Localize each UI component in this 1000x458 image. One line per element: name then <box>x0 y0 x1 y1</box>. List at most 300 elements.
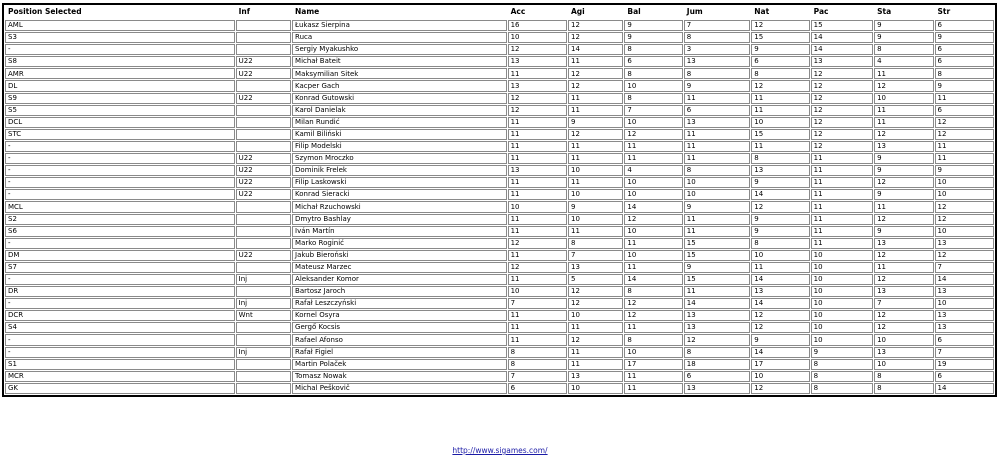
sta-cell: 13 <box>874 286 933 297</box>
sta-cell: 12 <box>874 274 933 285</box>
acc-cell: 8 <box>508 347 567 358</box>
name-cell: Jakub Bieroński <box>292 250 507 261</box>
table-row[interactable] <box>5 322 994 333</box>
jum-cell: 11 <box>684 286 750 297</box>
jum-cell: 6 <box>684 105 750 116</box>
agi-cell: 11 <box>568 177 623 188</box>
position-cell: S2 <box>5 214 235 225</box>
str-cell: 13 <box>935 238 994 249</box>
sta-cell: 9 <box>874 226 933 237</box>
inf-cell <box>236 371 291 382</box>
name-cell: Kamil Biliński <box>292 129 507 140</box>
inf-cell: U22 <box>236 56 291 67</box>
str-cell: 9 <box>935 165 994 176</box>
inf-header[interactable]: Inf <box>236 6 291 19</box>
pac-cell: 12 <box>811 68 873 79</box>
acc-cell: 11 <box>508 310 567 321</box>
acc-cell: 10 <box>508 201 567 212</box>
jum-cell: 11 <box>684 141 750 152</box>
name-cell: Bartosz Jaroch <box>292 286 507 297</box>
inf-cell <box>236 322 291 333</box>
sta-cell: 11 <box>874 117 933 128</box>
bal-cell: 10 <box>624 177 682 188</box>
inf-cell <box>236 226 291 237</box>
nat-cell: 9 <box>751 334 809 345</box>
position-cell: STC <box>5 129 235 140</box>
jum-cell: 15 <box>684 238 750 249</box>
sta-cell: 12 <box>874 177 933 188</box>
position-cell: - <box>5 189 235 200</box>
bal-cell: 11 <box>624 322 682 333</box>
inf-cell <box>236 383 291 394</box>
sta-cell: 11 <box>874 262 933 273</box>
agi-cell: 7 <box>568 250 623 261</box>
pac-cell: 12 <box>811 93 873 104</box>
inf-cell: U22 <box>236 165 291 176</box>
position-cell: DM <box>5 250 235 261</box>
table-row[interactable] <box>5 383 994 394</box>
nat-cell: 10 <box>751 250 809 261</box>
str-cell: 14 <box>935 383 994 394</box>
position-cell: - <box>5 298 235 309</box>
name-cell: Szymon Mroczko <box>292 153 507 164</box>
table-row[interactable] <box>5 189 994 200</box>
str-cell: 10 <box>935 298 994 309</box>
bal-cell: 11 <box>624 153 682 164</box>
pac-cell: 11 <box>811 177 873 188</box>
acc-cell: 13 <box>508 80 567 91</box>
position-cell: S9 <box>5 93 235 104</box>
agi-cell: 13 <box>568 262 623 273</box>
str-cell: 12 <box>935 117 994 128</box>
nat-cell: 12 <box>751 383 809 394</box>
agi-cell: 11 <box>568 56 623 67</box>
jum-cell: 15 <box>684 274 750 285</box>
agi-cell: 14 <box>568 44 623 55</box>
sta-cell: 11 <box>874 201 933 212</box>
str-cell: 11 <box>935 141 994 152</box>
table-row[interactable] <box>5 105 994 116</box>
inf-cell: U22 <box>236 189 291 200</box>
agi-cell: 10 <box>568 189 623 200</box>
sta-cell: 12 <box>874 250 933 261</box>
agi-cell: 12 <box>568 68 623 79</box>
agi-cell: 5 <box>568 274 623 285</box>
bal-cell: 8 <box>624 44 682 55</box>
jum-cell: 13 <box>684 322 750 333</box>
jum-cell: 13 <box>684 310 750 321</box>
sigames-link[interactable]: http://www.sigames.com/ <box>452 446 548 455</box>
table-row[interactable] <box>5 129 994 140</box>
inf-cell <box>236 359 291 370</box>
sta-cell: 10 <box>874 93 933 104</box>
agi-cell: 12 <box>568 32 623 43</box>
inf-cell <box>236 32 291 43</box>
table-row[interactable] <box>5 93 994 104</box>
pac-cell: 8 <box>811 383 873 394</box>
bal-cell: 9 <box>624 32 682 43</box>
table-row[interactable] <box>5 238 994 249</box>
jum-cell: 11 <box>684 226 750 237</box>
pac-cell: 12 <box>811 117 873 128</box>
inf-cell <box>236 20 291 31</box>
jum-header[interactable]: Jum <box>684 6 750 19</box>
sta-cell: 12 <box>874 322 933 333</box>
bal-header[interactable]: Bal <box>624 6 682 19</box>
agi-cell: 9 <box>568 117 623 128</box>
acc-cell: 13 <box>508 165 567 176</box>
pac-cell: 11 <box>811 189 873 200</box>
inf-cell: U22 <box>236 250 291 261</box>
agi-cell: 11 <box>568 93 623 104</box>
position-cell: AMR <box>5 68 235 79</box>
jum-cell: 15 <box>684 250 750 261</box>
acc-cell: 11 <box>508 214 567 225</box>
pac-cell: 14 <box>811 44 873 55</box>
nat-cell: 9 <box>751 44 809 55</box>
sta-cell: 9 <box>874 153 933 164</box>
table-body <box>5 20 994 394</box>
position-cell: DCL <box>5 117 235 128</box>
agi-cell: 10 <box>568 310 623 321</box>
position-cell: GK <box>5 383 235 394</box>
nat-cell: 12 <box>751 201 809 212</box>
nat-cell: 6 <box>751 56 809 67</box>
pac-cell: 10 <box>811 250 873 261</box>
table-row[interactable] <box>5 177 994 188</box>
agi-cell: 13 <box>568 371 623 382</box>
bal-cell: 4 <box>624 165 682 176</box>
sta-header[interactable]: Sta <box>874 6 933 19</box>
jum-cell: 13 <box>684 117 750 128</box>
name-cell: Maksymilian Sitek <box>292 68 507 79</box>
bal-cell: 11 <box>624 141 682 152</box>
pac-cell: 10 <box>811 334 873 345</box>
str-cell: 6 <box>935 56 994 67</box>
bal-cell: 10 <box>624 347 682 358</box>
sta-cell: 12 <box>874 80 933 91</box>
inf-cell <box>236 129 291 140</box>
name-cell: Aleksander Komor <box>292 274 507 285</box>
nat-cell: 11 <box>751 141 809 152</box>
pac-cell: 13 <box>811 56 873 67</box>
sta-cell: 9 <box>874 165 933 176</box>
pac-cell: 9 <box>811 347 873 358</box>
table-row[interactable] <box>5 32 994 43</box>
pac-cell: 12 <box>811 129 873 140</box>
str-cell: 10 <box>935 189 994 200</box>
pac-cell: 10 <box>811 322 873 333</box>
bal-cell: 7 <box>624 105 682 116</box>
bal-cell: 10 <box>624 189 682 200</box>
position-cell: S1 <box>5 359 235 370</box>
nat-cell: 17 <box>751 359 809 370</box>
inf-cell: U22 <box>236 93 291 104</box>
position-cell: S6 <box>5 226 235 237</box>
name-cell: Łukasz Sierpina <box>292 20 507 31</box>
name-header[interactable]: Name <box>292 6 507 19</box>
str-cell: 6 <box>935 371 994 382</box>
position-cell: S3 <box>5 32 235 43</box>
table-row[interactable] <box>5 44 994 55</box>
inf-cell <box>236 286 291 297</box>
acc-cell: 11 <box>508 141 567 152</box>
pac-cell: 10 <box>811 286 873 297</box>
name-cell: Filip Modelski <box>292 141 507 152</box>
name-cell: Dominik Frelek <box>292 165 507 176</box>
jum-cell: 9 <box>684 80 750 91</box>
acc-cell: 11 <box>508 334 567 345</box>
jum-cell: 11 <box>684 93 750 104</box>
acc-cell: 13 <box>508 56 567 67</box>
jum-cell: 8 <box>684 347 750 358</box>
jum-cell: 11 <box>684 129 750 140</box>
inf-cell: Inj <box>236 347 291 358</box>
pac-cell: 12 <box>811 80 873 91</box>
str-cell: 8 <box>935 68 994 79</box>
str-cell: 11 <box>935 93 994 104</box>
bal-cell: 12 <box>624 129 682 140</box>
position-cell: MCL <box>5 201 235 212</box>
table-row[interactable] <box>5 214 994 225</box>
table-row[interactable] <box>5 359 994 370</box>
table-row[interactable] <box>5 334 994 345</box>
bal-cell: 8 <box>624 93 682 104</box>
jum-cell: 18 <box>684 359 750 370</box>
pac-cell: 11 <box>811 214 873 225</box>
sta-cell: 7 <box>874 298 933 309</box>
player-attributes-table <box>2 3 997 397</box>
nat-cell: 10 <box>751 117 809 128</box>
bal-cell: 14 <box>624 274 682 285</box>
table-row[interactable] <box>5 20 994 31</box>
bal-cell: 12 <box>624 214 682 225</box>
name-cell: Rafael Afonso <box>292 334 507 345</box>
acc-cell: 12 <box>508 105 567 116</box>
str-cell: 12 <box>935 201 994 212</box>
inf-cell <box>236 105 291 116</box>
str-header[interactable]: Str <box>935 6 994 19</box>
str-cell: 6 <box>935 334 994 345</box>
sta-cell: 4 <box>874 56 933 67</box>
position-cell: S8 <box>5 56 235 67</box>
jum-cell: 13 <box>684 383 750 394</box>
acc-cell: 11 <box>508 117 567 128</box>
nat-cell: 13 <box>751 165 809 176</box>
jum-cell: 11 <box>684 214 750 225</box>
inf-cell <box>236 214 291 225</box>
position-cell: DR <box>5 286 235 297</box>
str-cell: 19 <box>935 359 994 370</box>
str-cell: 10 <box>935 226 994 237</box>
jum-cell: 10 <box>684 177 750 188</box>
nat-cell: 15 <box>751 129 809 140</box>
sta-cell: 10 <box>874 359 933 370</box>
bal-cell: 11 <box>624 238 682 249</box>
agi-cell: 11 <box>568 322 623 333</box>
str-cell: 12 <box>935 250 994 261</box>
name-cell: Iván Martín <box>292 226 507 237</box>
acc-cell: 8 <box>508 359 567 370</box>
name-cell: Michał Rzuchowski <box>292 201 507 212</box>
position-cell: - <box>5 165 235 176</box>
jum-cell: 11 <box>684 153 750 164</box>
name-cell: Milan Rundić <box>292 117 507 128</box>
acc-cell: 11 <box>508 322 567 333</box>
inf-cell <box>236 238 291 249</box>
pac-cell: 11 <box>811 226 873 237</box>
table-row[interactable] <box>5 117 994 128</box>
inf-cell <box>236 80 291 91</box>
name-cell: Martin Polaček <box>292 359 507 370</box>
agi-cell: 12 <box>568 286 623 297</box>
nat-cell: 14 <box>751 347 809 358</box>
nat-cell: 12 <box>751 322 809 333</box>
nat-header[interactable]: Nat <box>751 6 809 19</box>
acc-cell: 11 <box>508 68 567 79</box>
table-row[interactable] <box>5 80 994 91</box>
agi-cell: 10 <box>568 165 623 176</box>
name-cell: Gergő Kocsis <box>292 322 507 333</box>
position-cell: - <box>5 141 235 152</box>
bal-cell: 17 <box>624 359 682 370</box>
inf-cell: U22 <box>236 177 291 188</box>
position-cell: DCR <box>5 310 235 321</box>
name-cell: Filip Laskowski <box>292 177 507 188</box>
agi-header[interactable]: Agi <box>568 6 623 19</box>
bal-cell: 8 <box>624 68 682 79</box>
pac-cell: 15 <box>811 20 873 31</box>
nat-cell: 9 <box>751 214 809 225</box>
str-cell: 14 <box>935 274 994 285</box>
table-row[interactable] <box>5 226 994 237</box>
sta-cell: 8 <box>874 383 933 394</box>
nat-cell: 12 <box>751 310 809 321</box>
position-cell: - <box>5 274 235 285</box>
table-row[interactable] <box>5 201 994 212</box>
str-cell: 9 <box>935 80 994 91</box>
pac-cell: 8 <box>811 359 873 370</box>
jum-cell: 9 <box>684 201 750 212</box>
inf-cell <box>236 262 291 273</box>
str-cell: 7 <box>935 262 994 273</box>
pac-cell: 10 <box>811 310 873 321</box>
table-row[interactable] <box>5 141 994 152</box>
inf-cell: U22 <box>236 153 291 164</box>
pac-cell: 8 <box>811 371 873 382</box>
acc-cell: 11 <box>508 274 567 285</box>
sta-cell: 8 <box>874 44 933 55</box>
bal-cell: 10 <box>624 250 682 261</box>
name-cell: Marko Roginić <box>292 238 507 249</box>
pac-cell: 12 <box>811 141 873 152</box>
name-cell: Tomasz Nowak <box>292 371 507 382</box>
table-row[interactable] <box>5 371 994 382</box>
name-cell: Kacper Gach <box>292 80 507 91</box>
agi-cell: 8 <box>568 238 623 249</box>
agi-cell: 12 <box>568 334 623 345</box>
bal-cell: 14 <box>624 201 682 212</box>
inf-cell: Wnt <box>236 310 291 321</box>
str-cell: 7 <box>935 347 994 358</box>
name-cell: Dmytro Bashlay <box>292 214 507 225</box>
table-row[interactable] <box>5 153 994 164</box>
nat-cell: 11 <box>751 93 809 104</box>
nat-cell: 14 <box>751 298 809 309</box>
position-cell: - <box>5 238 235 249</box>
name-cell: Konrad Gutowski <box>292 93 507 104</box>
bal-cell: 11 <box>624 383 682 394</box>
jum-cell: 14 <box>684 298 750 309</box>
agi-cell: 10 <box>568 383 623 394</box>
bal-cell: 6 <box>624 56 682 67</box>
inf-cell <box>236 141 291 152</box>
sta-cell: 11 <box>874 105 933 116</box>
agi-cell: 9 <box>568 201 623 212</box>
sta-cell: 12 <box>874 214 933 225</box>
pac-header[interactable]: Pac <box>811 6 873 19</box>
table-row[interactable] <box>5 68 994 79</box>
jum-cell: 10 <box>684 189 750 200</box>
header-row <box>5 6 994 19</box>
table-row[interactable] <box>5 347 994 358</box>
name-cell: Michal Peškovič <box>292 383 507 394</box>
nat-cell: 12 <box>751 20 809 31</box>
str-cell: 13 <box>935 310 994 321</box>
nat-cell: 12 <box>751 80 809 91</box>
nat-cell: 9 <box>751 226 809 237</box>
name-cell: Ruca <box>292 32 507 43</box>
table-row[interactable] <box>5 250 994 261</box>
acc-cell: 7 <box>508 298 567 309</box>
agi-cell: 11 <box>568 347 623 358</box>
acc-cell: 11 <box>508 177 567 188</box>
table-row[interactable] <box>5 165 994 176</box>
name-cell: Michał Bateit <box>292 56 507 67</box>
acc-header[interactable]: Acc <box>508 6 567 19</box>
sta-cell: 9 <box>874 189 933 200</box>
bal-cell: 10 <box>624 226 682 237</box>
table-row[interactable] <box>5 56 994 67</box>
acc-cell: 12 <box>508 44 567 55</box>
position-cell: S5 <box>5 105 235 116</box>
bal-cell: 11 <box>624 371 682 382</box>
sta-cell: 12 <box>874 310 933 321</box>
nat-cell: 8 <box>751 68 809 79</box>
position-cell: DL <box>5 80 235 91</box>
table-row[interactable] <box>5 262 994 273</box>
pac-cell: 11 <box>811 153 873 164</box>
str-cell: 13 <box>935 322 994 333</box>
agi-cell: 12 <box>568 20 623 31</box>
nat-cell: 8 <box>751 153 809 164</box>
str-cell: 6 <box>935 105 994 116</box>
sta-cell: 13 <box>874 347 933 358</box>
acc-cell: 11 <box>508 250 567 261</box>
position-header[interactable]: Position Selected <box>5 6 235 19</box>
table-row[interactable] <box>5 310 994 321</box>
jum-cell: 13 <box>684 56 750 67</box>
jum-cell: 8 <box>684 165 750 176</box>
acc-cell: 11 <box>508 226 567 237</box>
table-row[interactable] <box>5 298 994 309</box>
table-row[interactable] <box>5 274 994 285</box>
str-cell: 9 <box>935 32 994 43</box>
sta-cell: 8 <box>874 371 933 382</box>
jum-cell: 8 <box>684 68 750 79</box>
inf-cell <box>236 201 291 212</box>
table-row[interactable] <box>5 286 994 297</box>
